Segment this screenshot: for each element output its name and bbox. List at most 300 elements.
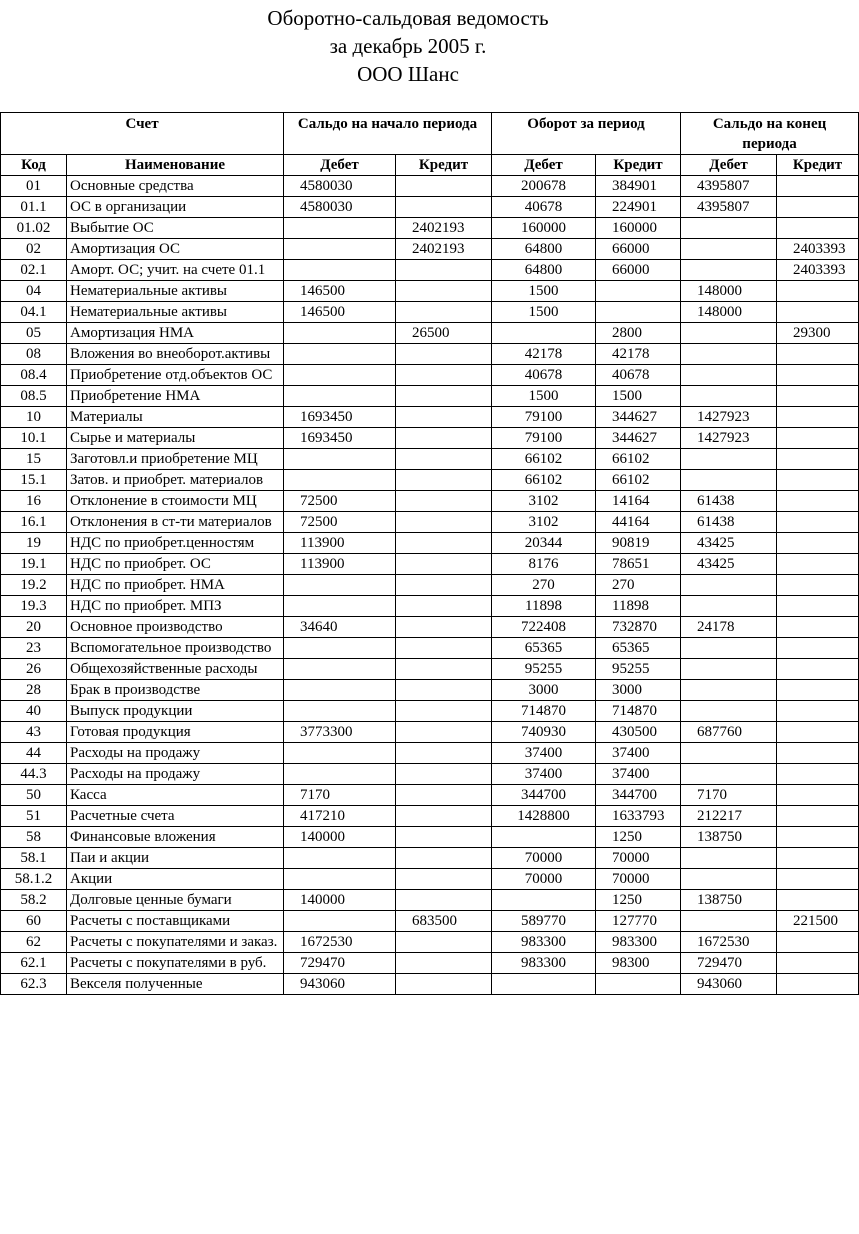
opening-credit-cell	[396, 344, 492, 365]
row-name-cell: Вложения во внеоборот.активы	[67, 344, 284, 365]
row-code-cell: 10	[1, 407, 67, 428]
opening-credit-cell	[396, 302, 492, 323]
closing-credit-cell	[777, 554, 859, 575]
turnover-credit-cell: 270	[596, 575, 681, 596]
turnover-credit-cell	[596, 302, 681, 323]
turnover-credit-cell: 65365	[596, 638, 681, 659]
row-code-cell: 08.5	[1, 386, 67, 407]
opening-debit-cell	[284, 260, 396, 281]
table-row	[1, 512, 859, 533]
closing-credit-cell	[777, 176, 859, 197]
row-code-cell: 51	[1, 806, 67, 827]
opening-credit-cell	[396, 764, 492, 785]
opening-debit-cell	[284, 323, 396, 344]
table-row	[1, 953, 859, 974]
opening-credit-cell	[396, 428, 492, 449]
turnover-credit-cell: 95255	[596, 659, 681, 680]
row-name-cell: Финансовые вложения	[67, 827, 284, 848]
turnover-credit-cell: 3000	[596, 680, 681, 701]
opening-credit-cell	[396, 197, 492, 218]
row-code-cell: 58.1.2	[1, 869, 67, 890]
row-name-cell: Расчеты с поставщиками	[67, 911, 284, 932]
row-name-cell: Отклонение в стоимости МЦ	[67, 491, 284, 512]
table-row	[1, 701, 859, 722]
closing-debit-cell: 43425	[681, 533, 777, 554]
row-code-cell: 02.1	[1, 260, 67, 281]
closing-credit-cell	[777, 659, 859, 680]
row-code-cell: 26	[1, 659, 67, 680]
turnover-debit-cell	[492, 827, 596, 848]
opening-credit-cell	[396, 785, 492, 806]
header-opening-debit: Дебет	[284, 155, 396, 176]
turnover-credit-cell: 1500	[596, 386, 681, 407]
closing-credit-cell: 221500	[777, 911, 859, 932]
closing-credit-cell	[777, 596, 859, 617]
table-row	[1, 869, 859, 890]
row-name-cell: Готовая продукция	[67, 722, 284, 743]
table-row	[1, 932, 859, 953]
closing-debit-cell: 687760	[681, 722, 777, 743]
turnover-debit-cell: 983300	[492, 932, 596, 953]
row-code-cell: 62.3	[1, 974, 67, 995]
row-code-cell: 01	[1, 176, 67, 197]
row-code-cell: 44.3	[1, 764, 67, 785]
table-row	[1, 302, 859, 323]
closing-debit-cell	[681, 575, 777, 596]
turnover-credit-cell: 1633793	[596, 806, 681, 827]
row-code-cell: 19	[1, 533, 67, 554]
closing-credit-cell	[777, 512, 859, 533]
closing-debit-cell	[681, 596, 777, 617]
row-code-cell: 20	[1, 617, 67, 638]
opening-credit-cell	[396, 449, 492, 470]
closing-credit-cell	[777, 806, 859, 827]
row-code-cell: 08	[1, 344, 67, 365]
turnover-debit-cell: 37400	[492, 743, 596, 764]
turnover-credit-cell: 714870	[596, 701, 681, 722]
closing-debit-cell	[681, 386, 777, 407]
turnover-debit-cell: 70000	[492, 848, 596, 869]
closing-credit-cell: 2403393	[777, 260, 859, 281]
turnover-debit-cell: 40678	[492, 365, 596, 386]
turnover-debit-cell: 270	[492, 575, 596, 596]
turnover-debit-cell: 1428800	[492, 806, 596, 827]
row-name-cell: Расчетные счета	[67, 806, 284, 827]
opening-credit-cell	[396, 596, 492, 617]
opening-credit-cell	[396, 659, 492, 680]
row-name-cell: НДС по приобрет. НМА	[67, 575, 284, 596]
closing-credit-cell	[777, 302, 859, 323]
turnover-debit-cell: 3102	[492, 491, 596, 512]
row-name-cell: Отклонения в ст-ти материалов	[67, 512, 284, 533]
closing-credit-cell	[777, 764, 859, 785]
closing-debit-cell	[681, 638, 777, 659]
opening-debit-cell: 146500	[284, 281, 396, 302]
turnover-credit-cell: 14164	[596, 491, 681, 512]
table-row	[1, 470, 859, 491]
row-name-cell: Нематериальные активы	[67, 281, 284, 302]
opening-debit-cell: 140000	[284, 827, 396, 848]
table-row	[1, 575, 859, 596]
opening-credit-cell: 2402193	[396, 239, 492, 260]
turnover-debit-cell: 589770	[492, 911, 596, 932]
closing-credit-cell	[777, 890, 859, 911]
closing-debit-cell: 1427923	[681, 428, 777, 449]
row-code-cell: 19.2	[1, 575, 67, 596]
turnover-debit-cell: 64800	[492, 239, 596, 260]
row-name-cell: НДС по приобрет.ценностям	[67, 533, 284, 554]
row-code-cell: 01.02	[1, 218, 67, 239]
table-row	[1, 533, 859, 554]
turnover-credit-cell: 70000	[596, 869, 681, 890]
row-code-cell: 58.1	[1, 848, 67, 869]
closing-debit-cell: 943060	[681, 974, 777, 995]
closing-credit-cell	[777, 218, 859, 239]
opening-credit-cell	[396, 848, 492, 869]
opening-debit-cell	[284, 344, 396, 365]
document-title-block	[0, 4, 816, 88]
table-row	[1, 239, 859, 260]
table-row	[1, 743, 859, 764]
row-code-cell: 60	[1, 911, 67, 932]
turnover-credit-cell: 66000	[596, 239, 681, 260]
opening-credit-cell	[396, 953, 492, 974]
turnover-debit-cell: 1500	[492, 386, 596, 407]
turnover-credit-cell: 344627	[596, 428, 681, 449]
table-row	[1, 596, 859, 617]
closing-debit-cell	[681, 323, 777, 344]
closing-debit-cell: 148000	[681, 281, 777, 302]
turnover-debit-cell	[492, 323, 596, 344]
row-name-cell: Материалы	[67, 407, 284, 428]
header-opening-credit: Кредит	[396, 155, 492, 176]
opening-debit-cell	[284, 743, 396, 764]
turnover-credit-cell: 37400	[596, 764, 681, 785]
closing-credit-cell	[777, 722, 859, 743]
table-row	[1, 785, 859, 806]
turnover-debit-cell: 37400	[492, 764, 596, 785]
header-turnover: Оборот за период	[492, 113, 681, 155]
opening-debit-cell	[284, 680, 396, 701]
turnover-debit-cell: 20344	[492, 533, 596, 554]
closing-debit-cell	[681, 239, 777, 260]
header-name: Наименование	[67, 155, 284, 176]
row-code-cell: 02	[1, 239, 67, 260]
opening-debit-cell: 3773300	[284, 722, 396, 743]
opening-credit-cell	[396, 470, 492, 491]
opening-debit-cell: 1672530	[284, 932, 396, 953]
balance-sheet-table	[0, 112, 859, 995]
turnover-debit-cell: 79100	[492, 428, 596, 449]
row-name-cell: Амортизация ОС	[67, 239, 284, 260]
row-code-cell: 40	[1, 701, 67, 722]
closing-debit-cell: 729470	[681, 953, 777, 974]
row-code-cell: 62	[1, 932, 67, 953]
closing-debit-cell: 4395807	[681, 197, 777, 218]
closing-debit-cell: 4395807	[681, 176, 777, 197]
turnover-debit-cell: 8176	[492, 554, 596, 575]
document-period: за декабрь 2005 г.	[329, 34, 487, 58]
turnover-debit-cell: 70000	[492, 869, 596, 890]
opening-credit-cell	[396, 827, 492, 848]
opening-debit-cell	[284, 449, 396, 470]
opening-credit-cell	[396, 701, 492, 722]
turnover-debit-cell: 66102	[492, 470, 596, 491]
opening-credit-cell	[396, 365, 492, 386]
row-name-cell: Общехозяйственные расходы	[67, 659, 284, 680]
row-code-cell: 04.1	[1, 302, 67, 323]
closing-debit-cell: 1427923	[681, 407, 777, 428]
table-row	[1, 449, 859, 470]
opening-credit-cell: 2402193	[396, 218, 492, 239]
opening-debit-cell	[284, 386, 396, 407]
opening-credit-cell	[396, 806, 492, 827]
header-code: Код	[1, 155, 67, 176]
opening-debit-cell: 943060	[284, 974, 396, 995]
closing-credit-cell	[777, 848, 859, 869]
opening-credit-cell	[396, 638, 492, 659]
row-code-cell: 50	[1, 785, 67, 806]
row-code-cell: 62.1	[1, 953, 67, 974]
turnover-credit-cell: 66102	[596, 449, 681, 470]
row-name-cell: Основные средства	[67, 176, 284, 197]
turnover-debit-cell: 983300	[492, 953, 596, 974]
row-name-cell: Долговые ценные бумаги	[67, 890, 284, 911]
table-row	[1, 827, 859, 848]
row-code-cell: 19.1	[1, 554, 67, 575]
header-account: Счет	[1, 113, 284, 155]
opening-credit-cell	[396, 617, 492, 638]
closing-debit-cell	[681, 869, 777, 890]
header-turnover-credit: Кредит	[596, 155, 681, 176]
header-closing-balance: Сальдо на конец периода	[681, 113, 859, 155]
turnover-credit-cell: 732870	[596, 617, 681, 638]
turnover-credit-cell	[596, 974, 681, 995]
closing-credit-cell	[777, 932, 859, 953]
header-opening-balance: Сальдо на начало периода	[284, 113, 492, 155]
closing-credit-cell	[777, 974, 859, 995]
row-name-cell: Выпуск продукции	[67, 701, 284, 722]
opening-debit-cell	[284, 575, 396, 596]
opening-debit-cell	[284, 365, 396, 386]
turnover-credit-cell: 430500	[596, 722, 681, 743]
closing-debit-cell	[681, 365, 777, 386]
table-row	[1, 218, 859, 239]
closing-credit-cell	[777, 407, 859, 428]
table-body	[1, 176, 859, 995]
row-name-cell: Нематериальные активы	[67, 302, 284, 323]
turnover-debit-cell: 3102	[492, 512, 596, 533]
turnover-debit-cell	[492, 890, 596, 911]
opening-debit-cell	[284, 911, 396, 932]
turnover-debit-cell: 65365	[492, 638, 596, 659]
opening-credit-cell	[396, 386, 492, 407]
closing-credit-cell	[777, 449, 859, 470]
turnover-credit-cell: 78651	[596, 554, 681, 575]
turnover-credit-cell: 40678	[596, 365, 681, 386]
turnover-credit-cell: 37400	[596, 743, 681, 764]
table-row	[1, 911, 859, 932]
opening-debit-cell: 1693450	[284, 428, 396, 449]
turnover-credit-cell: 90819	[596, 533, 681, 554]
closing-credit-cell	[777, 386, 859, 407]
table-row	[1, 176, 859, 197]
table-row	[1, 974, 859, 995]
closing-credit-cell	[777, 701, 859, 722]
closing-credit-cell	[777, 575, 859, 596]
closing-credit-cell	[777, 470, 859, 491]
row-code-cell: 04	[1, 281, 67, 302]
row-name-cell: Амортизация НМА	[67, 323, 284, 344]
table-row	[1, 890, 859, 911]
closing-credit-cell	[777, 953, 859, 974]
opening-credit-cell	[396, 890, 492, 911]
turnover-credit-cell: 224901	[596, 197, 681, 218]
closing-debit-cell: 148000	[681, 302, 777, 323]
row-code-cell: 01.1	[1, 197, 67, 218]
row-name-cell: Выбытие ОС	[67, 218, 284, 239]
row-name-cell: ОС в организации	[67, 197, 284, 218]
opening-credit-cell	[396, 512, 492, 533]
closing-debit-cell: 1672530	[681, 932, 777, 953]
row-name-cell: НДС по приобрет. МПЗ	[67, 596, 284, 617]
turnover-debit-cell: 344700	[492, 785, 596, 806]
closing-debit-cell: 43425	[681, 554, 777, 575]
closing-debit-cell	[681, 449, 777, 470]
table-row	[1, 365, 859, 386]
opening-debit-cell	[284, 638, 396, 659]
closing-debit-cell: 61438	[681, 491, 777, 512]
opening-debit-cell: 146500	[284, 302, 396, 323]
row-code-cell: 15.1	[1, 470, 67, 491]
row-name-cell: Расходы на продажу	[67, 764, 284, 785]
opening-credit-cell	[396, 932, 492, 953]
opening-debit-cell: 140000	[284, 890, 396, 911]
row-name-cell: Паи и акции	[67, 848, 284, 869]
row-name-cell: Расчеты с покупателями в руб.	[67, 953, 284, 974]
turnover-debit-cell: 200678	[492, 176, 596, 197]
row-code-cell: 16	[1, 491, 67, 512]
closing-debit-cell	[681, 764, 777, 785]
turnover-debit-cell	[492, 974, 596, 995]
closing-credit-cell	[777, 491, 859, 512]
row-code-cell: 05	[1, 323, 67, 344]
table-row	[1, 323, 859, 344]
turnover-debit-cell: 1500	[492, 281, 596, 302]
closing-debit-cell: 61438	[681, 512, 777, 533]
closing-credit-cell	[777, 533, 859, 554]
opening-credit-cell	[396, 176, 492, 197]
row-code-cell: 19.3	[1, 596, 67, 617]
closing-credit-cell	[777, 197, 859, 218]
opening-credit-cell	[396, 281, 492, 302]
closing-credit-cell	[777, 617, 859, 638]
opening-debit-cell	[284, 848, 396, 869]
opening-debit-cell: 113900	[284, 554, 396, 575]
opening-debit-cell	[284, 869, 396, 890]
table-row	[1, 848, 859, 869]
opening-debit-cell: 4580030	[284, 197, 396, 218]
row-code-cell: 15	[1, 449, 67, 470]
row-name-cell: Расходы на продажу	[67, 743, 284, 764]
turnover-credit-cell: 66102	[596, 470, 681, 491]
opening-credit-cell	[396, 260, 492, 281]
closing-credit-cell	[777, 344, 859, 365]
row-code-cell: 10.1	[1, 428, 67, 449]
row-name-cell: Расчеты с покупателями и заказ.	[67, 932, 284, 953]
closing-credit-cell: 2403393	[777, 239, 859, 260]
turnover-credit-cell	[596, 281, 681, 302]
table-row	[1, 638, 859, 659]
opening-debit-cell: 113900	[284, 533, 396, 554]
row-name-cell: Основное производство	[67, 617, 284, 638]
closing-debit-cell	[681, 260, 777, 281]
opening-debit-cell	[284, 701, 396, 722]
row-name-cell: Сырье и материалы	[67, 428, 284, 449]
turnover-credit-cell: 384901	[596, 176, 681, 197]
closing-debit-cell: 7170	[681, 785, 777, 806]
opening-debit-cell: 72500	[284, 491, 396, 512]
row-code-cell: 23	[1, 638, 67, 659]
closing-credit-cell	[777, 428, 859, 449]
row-code-cell: 58.2	[1, 890, 67, 911]
turnover-credit-cell: 127770	[596, 911, 681, 932]
turnover-debit-cell: 79100	[492, 407, 596, 428]
turnover-credit-cell: 42178	[596, 344, 681, 365]
company-name: ООО Шанс	[357, 62, 459, 86]
table-row	[1, 386, 859, 407]
opening-credit-cell: 683500	[396, 911, 492, 932]
turnover-debit-cell: 740930	[492, 722, 596, 743]
closing-debit-cell	[681, 701, 777, 722]
table-row	[1, 197, 859, 218]
opening-debit-cell: 4580030	[284, 176, 396, 197]
opening-debit-cell: 729470	[284, 953, 396, 974]
turnover-credit-cell: 344627	[596, 407, 681, 428]
opening-credit-cell	[396, 533, 492, 554]
opening-debit-cell	[284, 470, 396, 491]
row-name-cell: Аморт. ОС; учит. на счете 01.1	[67, 260, 284, 281]
opening-credit-cell: 26500	[396, 323, 492, 344]
header-row-groups	[1, 113, 859, 155]
closing-debit-cell	[681, 344, 777, 365]
closing-debit-cell	[681, 218, 777, 239]
row-name-cell: Касса	[67, 785, 284, 806]
row-name-cell: Акции	[67, 869, 284, 890]
turnover-credit-cell: 98300	[596, 953, 681, 974]
closing-debit-cell	[681, 659, 777, 680]
opening-debit-cell: 72500	[284, 512, 396, 533]
opening-debit-cell	[284, 659, 396, 680]
closing-credit-cell	[777, 743, 859, 764]
closing-debit-cell	[681, 911, 777, 932]
table-row	[1, 491, 859, 512]
table-row	[1, 722, 859, 743]
turnover-debit-cell: 160000	[492, 218, 596, 239]
turnover-debit-cell: 11898	[492, 596, 596, 617]
row-code-cell: 58	[1, 827, 67, 848]
closing-credit-cell	[777, 785, 859, 806]
closing-credit-cell	[777, 680, 859, 701]
closing-credit-cell	[777, 638, 859, 659]
document-title: Оборотно-сальдовая ведомость	[267, 6, 549, 30]
turnover-debit-cell: 714870	[492, 701, 596, 722]
closing-credit-cell	[777, 827, 859, 848]
row-name-cell: НДС по приобрет. ОС	[67, 554, 284, 575]
turnover-credit-cell: 2800	[596, 323, 681, 344]
opening-credit-cell	[396, 554, 492, 575]
row-name-cell: Приобретение отд.объектов ОС	[67, 365, 284, 386]
